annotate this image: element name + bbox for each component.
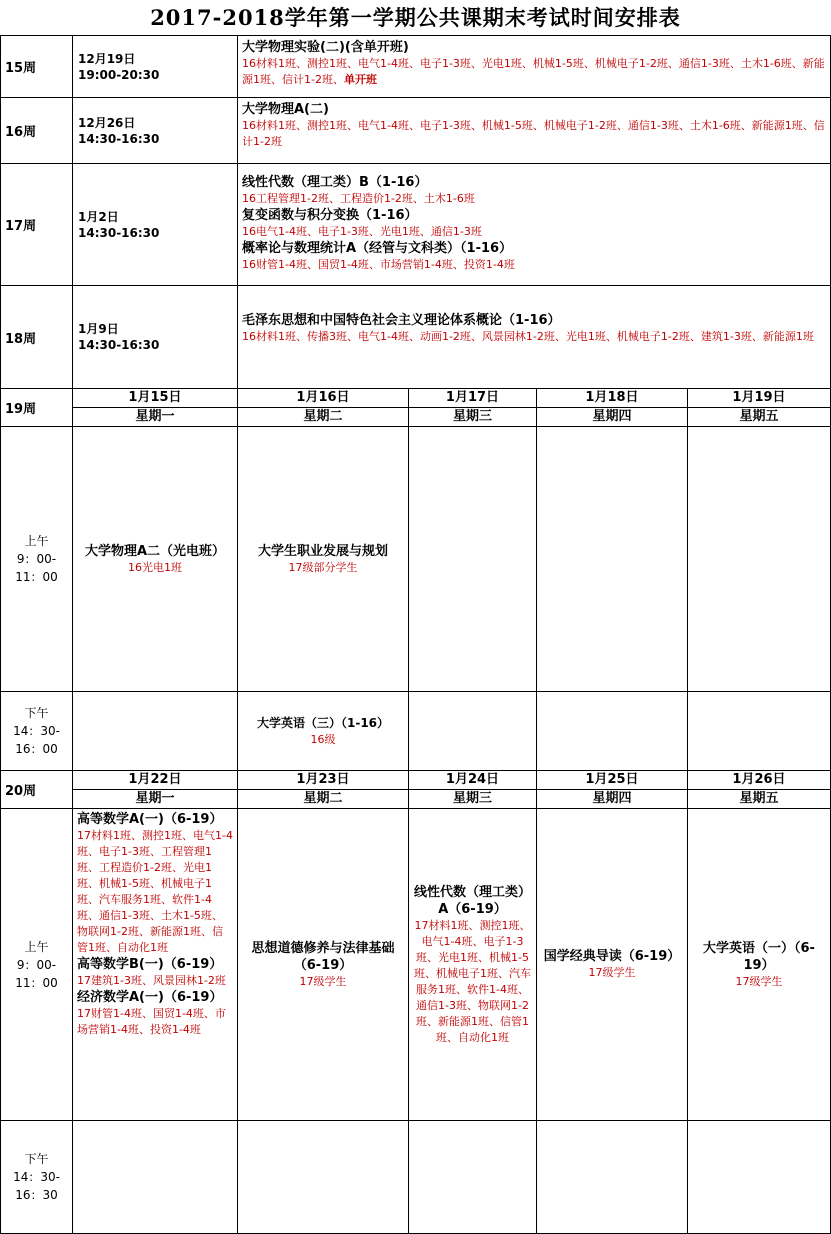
course-name: 高等数学A(一)（6-19） [77, 812, 223, 827]
single-class-note: 单开班 [343, 73, 377, 86]
course-name: 大学物理A(二) [242, 102, 329, 117]
exam-cell-0116-pm [238, 692, 408, 770]
period-label: 上午 [24, 939, 49, 954]
weekday-header: 星期一 [135, 791, 175, 806]
course-classes: 16材料1班、测控1班、电气1-4班、电子1-3班、机械1-5班、机械电子1-2班、通信1-3班、土木1-6班、新能源1班、信计1-2班 [242, 119, 825, 148]
weekday-header: 星期五 [739, 791, 779, 806]
course-classes: 17建筑1-3班、风景园林1-2班 [77, 974, 226, 987]
course-name: 国学经典导读（6-19） [543, 949, 681, 964]
date-header: 1月16日 [296, 390, 350, 405]
period-time: 11：00 [15, 975, 58, 990]
weekday-header: 星期一 [135, 409, 175, 424]
exam-date: 12月19日 [78, 51, 136, 66]
course-cell-18 [238, 286, 830, 388]
course-name: 思想道德修养与法律基础（6-19） [251, 940, 395, 973]
date-header: 1月24日 [445, 772, 500, 787]
course-classes: 17材料1班、测控1班、电气1-4班、电子1-3班、光电1班、机械1-5班、机械电子1班、汽车服务1班、软件1-4班、通信1-3班、物联网1-2班、新能源1班、信管1班、自动化1班 [414, 918, 531, 1044]
exam-datetime-15 [73, 36, 237, 97]
period-time: 14：30- [13, 1170, 60, 1184]
date-header: 1月26日 [732, 772, 786, 787]
course-classes: 16电气1-4班、电子1-3班、光电1班、通信1-3班 [242, 225, 482, 238]
course-classes: 17财管1-4班、国贸1-4班、市场营销1-4班、投资1-4班 [77, 1007, 226, 1036]
period-time: 9：00- [16, 552, 57, 566]
course-classes: 17级学生 [735, 974, 783, 988]
date-header: 1月23日 [296, 772, 350, 787]
course-cell-16 [238, 98, 830, 163]
exam-time: 14:30-16:30 [78, 131, 160, 146]
exam-time: 14:30-16:30 [78, 225, 160, 240]
course-name: 经济数学A(一)（6-19） [77, 990, 223, 1005]
weekday-header: 星期四 [592, 791, 632, 806]
period-label: 下午 [24, 706, 49, 720]
course-name: 大学英语（一）（6-19） [703, 940, 815, 973]
course-classes: 16光电1班 [128, 560, 182, 574]
course-classes: 17材料1班、测控1班、电气1-4班、电子1-3班、工程管理1班、工程造价1-2班、光电1班、机械1-5班、机械电子1班、汽车服务1班、软件1-4班、通信1-3班、土木1-5班、物联网1-2班、新能源1班、信管1班、自动化1班 [77, 829, 233, 954]
week-label-18: 18周 [5, 331, 37, 347]
period-time: 14：30- [13, 724, 60, 738]
date-header: 1月19日 [732, 390, 786, 405]
exam-cell-0126-am [688, 809, 830, 1120]
period-label: 下午 [24, 1152, 49, 1166]
course-name: 大学物理A二（光电班） [84, 543, 226, 559]
course-classes: 16工程管理1-2班、工程造价1-2班、土木1-6班 [242, 192, 475, 205]
weekday-header: 星期五 [739, 409, 779, 424]
weekday-header: 星期三 [452, 409, 492, 424]
course-cell-17 [238, 164, 830, 285]
page-title: 2017-2018学年第一学期公共课期末考试时间安排表 [150, 5, 681, 30]
exam-cell-0125-am [537, 809, 687, 1120]
course-name: 大学物理实验(二)(含单开班) [242, 40, 409, 55]
week-label-20: 20周 [5, 784, 37, 799]
exam-cell-0116-am [238, 427, 408, 691]
exam-date: 1月2日 [78, 209, 119, 224]
exam-time: 19:00-20:30 [78, 67, 160, 82]
course-classes: 16财管1-4班、国贸1-4班、市场营销1-4班、投资1-4班 [242, 258, 515, 271]
period-am-20 [1, 809, 72, 1120]
course-classes: 17级部分学生 [288, 560, 358, 574]
course-name: 线性代数（理工类）A（6-19） [413, 884, 531, 917]
course-name: 线性代数（理工类）B（1-16） [242, 175, 428, 190]
weekday-header: 星期二 [303, 409, 343, 424]
date-header: 1月17日 [445, 390, 500, 405]
period-time: 16：00 [15, 742, 58, 756]
course-name: 概率论与数理统计A（经管与文科类）（1-16） [242, 241, 513, 256]
date-header: 1月18日 [585, 390, 639, 405]
exam-cell-0124-am [409, 809, 536, 1120]
period-pm-19 [1, 692, 72, 770]
course-classes: 16材料1班、传播3班、电气1-4班、动画1-2班、风景园林1-2班、光电1班、机械电子1-2班、建筑1-3班、新能源1班 [242, 330, 814, 343]
course-name: 大学英语（三）（1-16） [256, 715, 390, 730]
exam-date: 1月9日 [78, 322, 119, 336]
course-classes: 17级学生 [299, 974, 347, 988]
date-header: 1月25日 [585, 772, 639, 787]
course-name: 毛泽东思想和中国特色社会主义理论体系概论（1-16） [242, 313, 561, 328]
course-classes: 16材料1班、测控1班、电气1-4班、电子1-3班、光电1班、机械1-5班、机械电子1-2班、通信1-3班、土木1-6班、新能源1班、信计1-2班、单开班 [242, 57, 825, 86]
course-name: 大学生职业发展与规划 [257, 543, 388, 559]
exam-datetime-18 [73, 286, 237, 388]
week-label-16: 16周 [5, 125, 37, 140]
weekday-header: 星期三 [452, 791, 492, 806]
week-label-15: 15周 [5, 61, 37, 76]
week-label-17: 17周 [5, 219, 37, 234]
exam-date: 12月26日 [78, 115, 136, 130]
course-name: 高等数学B(一)（6-19） [77, 957, 223, 972]
date-header: 1月22日 [128, 772, 182, 787]
week-label-19: 19周 [5, 402, 37, 417]
period-label: 上午 [24, 534, 49, 548]
exam-time: 14:30-16:30 [78, 338, 160, 352]
schedule-table [0, 35, 831, 1234]
course-name: 复变函数与积分变换（1-16） [242, 208, 418, 223]
exam-cell-0123-am [238, 809, 408, 1120]
weekday-header: 星期二 [303, 791, 343, 806]
period-time: 9：00- [16, 957, 57, 972]
course-classes: 16级 [310, 732, 336, 746]
date-header: 1月15日 [128, 390, 182, 405]
period-time: 16：30 [15, 1188, 58, 1202]
period-am-19 [1, 427, 72, 691]
weekday-header: 星期四 [592, 409, 632, 424]
exam-datetime-16 [73, 98, 237, 163]
period-time: 11：00 [15, 570, 58, 584]
exam-cell-0122-am [73, 809, 237, 1120]
course-cell-15 [238, 36, 830, 97]
period-pm-20 [1, 1121, 72, 1233]
exam-datetime-17 [73, 164, 237, 285]
exam-cell-0115-am [73, 427, 237, 691]
course-classes: 17级学生 [588, 966, 636, 979]
